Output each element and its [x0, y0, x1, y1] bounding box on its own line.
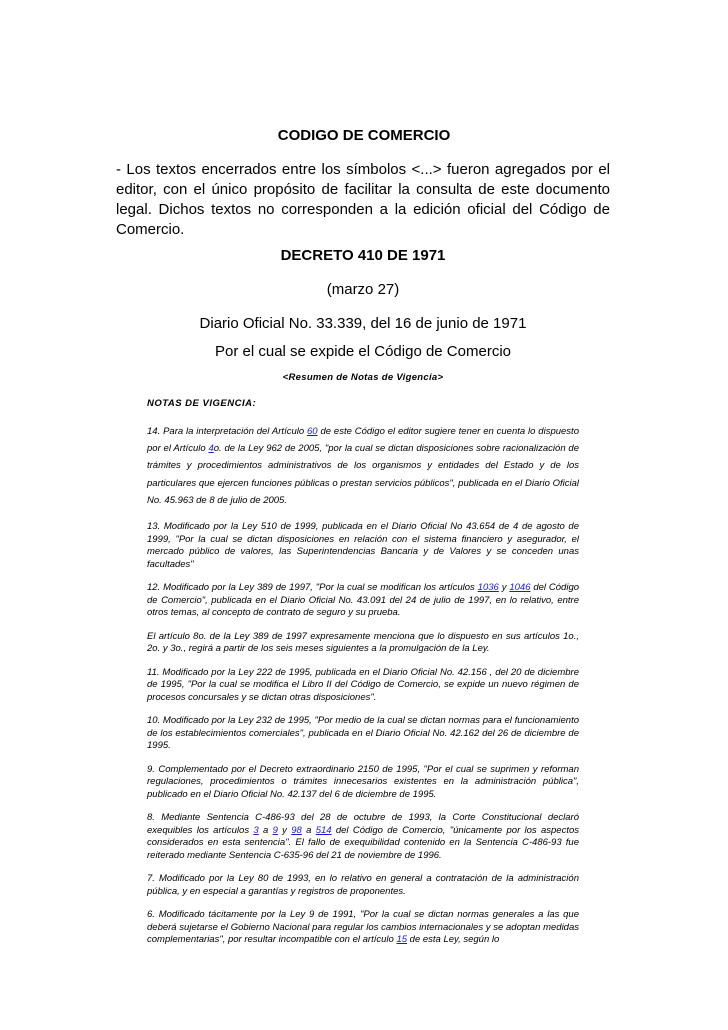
decree-purpose: Por el cual se expide el Código de Comercio — [215, 343, 511, 360]
link-articulo-1036[interactable]: 1036 — [477, 582, 499, 594]
note-10: 10. Modificado por la Ley 232 de 1995, "Por medio de la cual se dictan normas para el funcionamiento de los establecimientos comerciales", publicada en el Diario Oficial No. 42.162 del 26 de diciembre de 1995. — [147, 715, 579, 752]
link-articulo-514[interactable]: 514 — [315, 824, 332, 836]
notas-vigencia-title: NOTAS DE VIGENCIA: — [147, 398, 257, 409]
link-articulo-3[interactable]: 3 — [253, 824, 259, 836]
document-title: CODIGO DE COMERCIO — [277, 127, 451, 144]
link-articulo-9[interactable]: 9 — [272, 824, 278, 836]
note-8: 8. Mediante Sentencia C-486-93 del 28 de octubre de 1993, la Corte Constitucional declaró exequibles los artículos 3 a 9 y 98 a 514 del Código de Comercio, "únicamente por los aspectos considerados en esta sentencia". El fallo de exequibilidad contenido en la Sentencia C-486-93 fue reiterado mediante Sentencia C-635-96 del 21 de noviembre de 1996. — [147, 812, 580, 861]
note-7: 7. Modificado por la Ley 80 de 1993, en lo relativo en general a contratación de la administración pública, y en especial a garantías y registros de proponentes. — [147, 873, 579, 897]
decree-date: (marzo 27) — [326, 281, 400, 298]
note-articulo-8: El artículo 8o. de la Ley 389 de 1997 expresamente menciona que lo dispuesto en sus artículos 1o., 2o. y 3o., regirá a partir de los seis meses siguientes a la promulgación de la Ley. — [147, 630, 579, 655]
resumen-notas-heading: <Resumen de Notas de Vigencia> — [282, 372, 444, 383]
note-13: 13. Modificado por la Ley 510 de 1999, publicada en el Diario Oficial No 43.654 de 4 de agosto de 1999, "Por la cual se dictan disposiciones en relación con el sistema financiero y asegurador, el mercado público de valores, las Superintendencias Bancaria y de Valores y se conceden unas facultades" — [147, 521, 579, 570]
link-articulo-60[interactable]: 60 — [307, 426, 318, 437]
note-11: 11. Modificado por la Ley 222 de 1995, publicada en el Diario Oficial No. 42.156 , del 20 de diciembre de 1995, "Por la cual se modifica el Libro II del Código de Comercio, se expide un nuevo régimen de procesos concursales y se dictan otras disposiciones". — [147, 666, 579, 703]
editor-intro-paragraph: - Los textos encerrados entre los símbolos <...> fueron agregados por el editor, con el único propósito de facilitar la consulta de este documento legal. Dichos textos no corresponden a la edición oficial del Código de Comercio. — [116, 161, 610, 238]
link-articulo-4[interactable]: 4 — [208, 443, 214, 455]
notas-vigencia-list — [147, 423, 579, 958]
note-14: 14. Para la interpretación del Artículo 60 de este Código el editor sugiere tener en cuenta lo dispuesto por el Artículo 4o. de la Ley 962 de 2005, "por la cual se dictan disposiciones sobre racionalización de trámites y procedimientos administrativos de los organismos y entidades del Estado y de los particulares que ejercen funciones públicas o prestan servicios públicos", publicada en el Diario Oficial No. 45.963 de 8 de julio de 2005. — [147, 426, 579, 506]
link-articulo-15[interactable]: 15 — [396, 934, 408, 946]
note-9: 9. Complementado por el Decreto extraordinario 2150 de 1995, "Por el cual se suprimen y reforman regulaciones, procedimientos o trámites innecesarios existentes en la administración pública", publicado en el Diario Oficial No. 42.137 del 6 de diciembre de 1995. — [147, 763, 579, 800]
note-12: 12. Modificado por la Ley 389 de 1997, "Por la cual se modifican los artículos 1036 y 1046 del Código de Comercio", publicada en el Diario Oficial No. 43.091 del 24 de julio de 1997, en lo relativo, entre otros temas, al concepto de contrato de seguro y su prueba. — [147, 582, 580, 619]
link-articulo-98[interactable]: 98 — [291, 824, 302, 836]
note-6: 6. Modificado tácitamente por la Ley 9 de 1991, "Por la cual se dictan normas generales a las que deberá sujetarse el Gobierno Nacional para regular los cambios internacionales y se adoptan medidas complementarias", por resultar incompatible con el artículo 15 de esta Ley, según lo — [147, 909, 579, 946]
link-articulo-1046[interactable]: 1046 — [509, 582, 531, 594]
diario-oficial-reference: Diario Oficial No. 33.339, del 16 de junio de 1971 — [199, 315, 527, 332]
decree-heading: DECRETO 410 DE 1971 — [280, 247, 446, 264]
